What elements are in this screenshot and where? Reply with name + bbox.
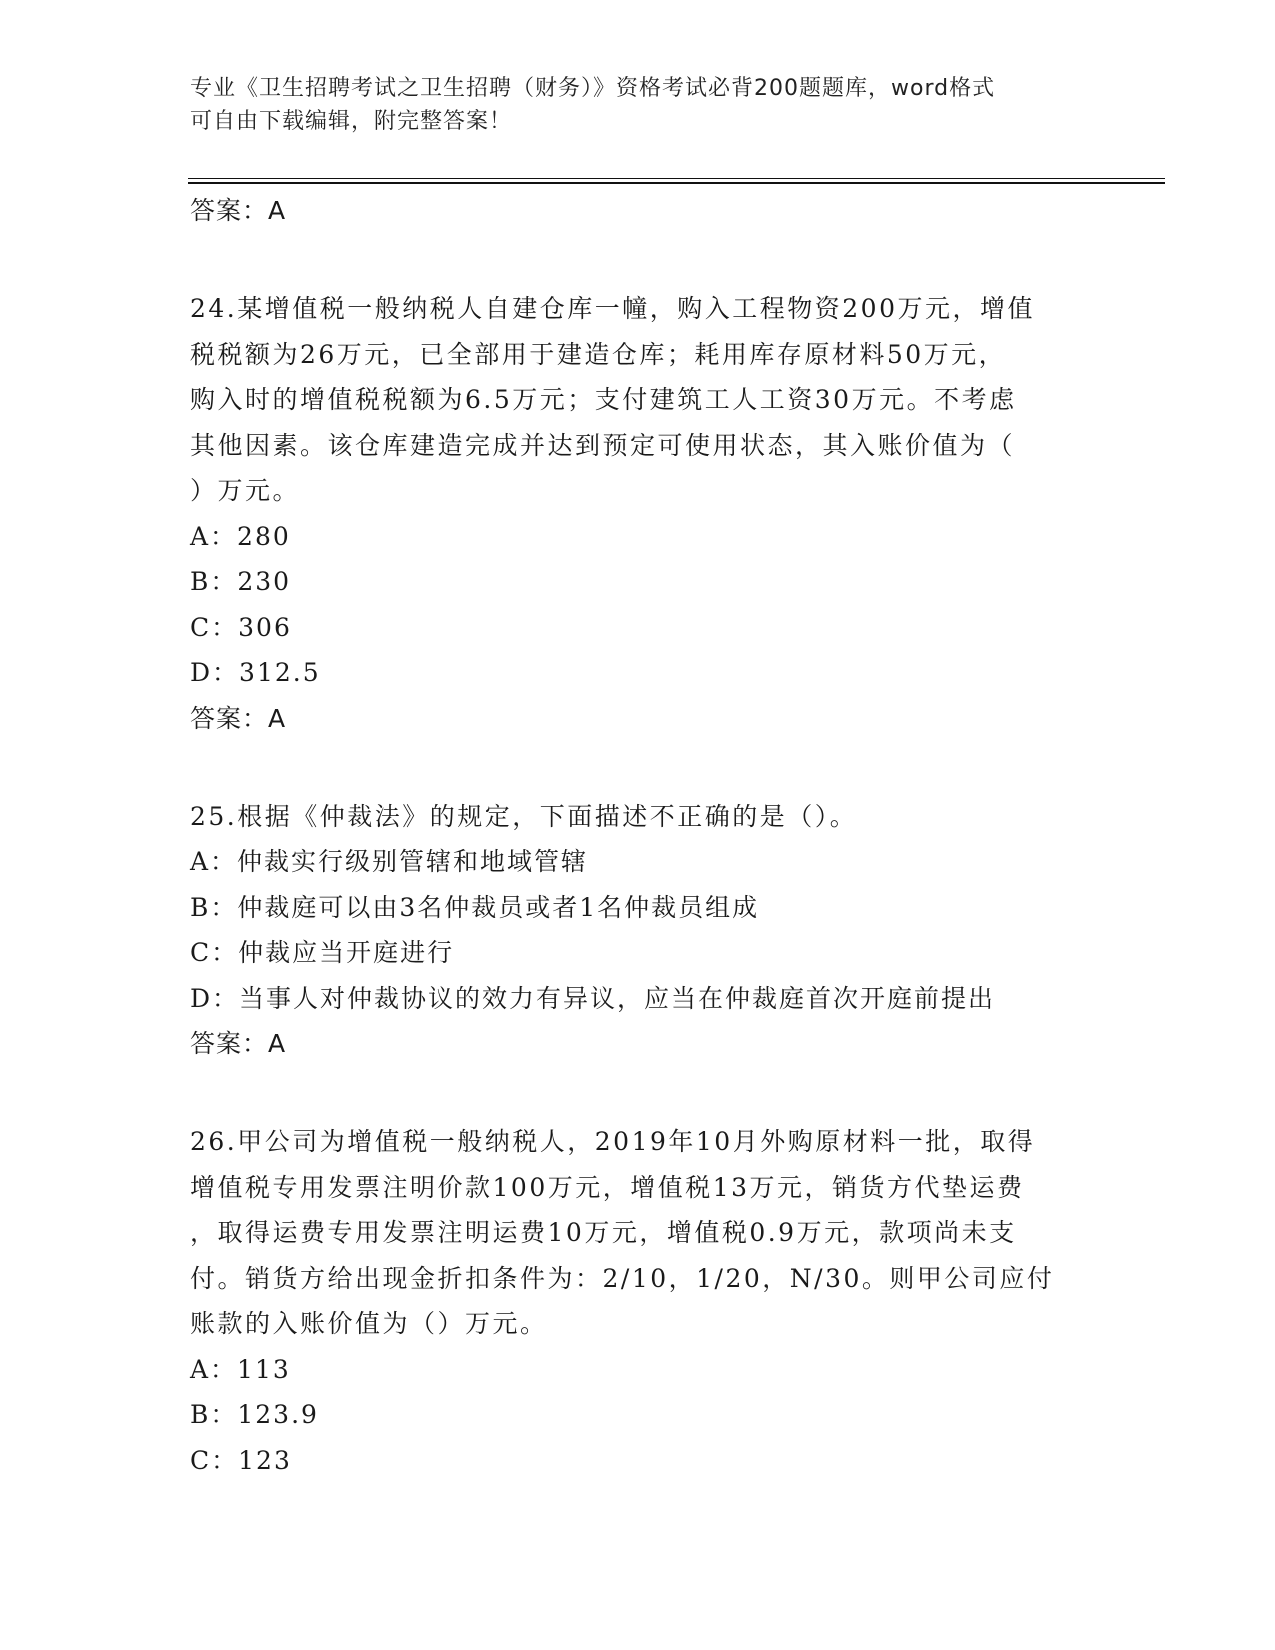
spacer: [190, 234, 1090, 286]
question-stem-line: 其他因素。该仓库建造完成并达到预定可使用状态，其入账价值为（: [190, 430, 1016, 460]
question-stem-line: 26.甲公司为增值税一般纳税人，2019年10月外购原材料一批，取得: [190, 1127, 1036, 1156]
page-header: [190, 72, 1090, 138]
question-26: [190, 1119, 1090, 1483]
answer-label: 答案：A: [190, 703, 287, 733]
option-b: B：123.9: [190, 1400, 319, 1429]
option-c: C：仲裁应当开庭进行: [190, 938, 455, 967]
option-b: B：230: [190, 567, 292, 596]
question-stem-line: 24.某增值税一般纳税人自建仓库一幢，购入工程物资200万元，增值: [190, 294, 1035, 323]
spacer: [190, 742, 1090, 794]
question-stem-line: ）万元。: [190, 476, 301, 505]
question-stem-line: 付。销货方给出现金折扣条件为：2/10，1/20，N/30。则甲公司应付: [190, 1263, 1055, 1293]
option-d: D：当事人对仲裁协议的效力有异议，应当在仲裁庭首次开庭前提出: [190, 983, 996, 1013]
question-list: [190, 188, 1090, 1483]
option-a: A：113: [190, 1354, 291, 1384]
question-stem-line: 账款的入账价值为（）万元。: [190, 1309, 548, 1338]
option-d: D：312.5: [190, 658, 321, 687]
question-stem-line: 25.根据《仲裁法》的规定，下面描述不正确的是（）。: [190, 801, 858, 831]
answer-label: 答案：A: [190, 196, 287, 225]
question-stem-line: 增值税专用发票注明价款100万元，增值税13万元，销货方代垫运费: [190, 1172, 1025, 1202]
option-a: A：仲裁实行级别管辖和地域管辖: [190, 847, 589, 876]
question-24: [190, 286, 1090, 742]
option-c: C：123: [190, 1445, 292, 1475]
option-a: A：280: [190, 521, 291, 551]
header-divider-thick: [188, 182, 1165, 184]
question-stem-line: 购入时的增值税税额为6.5万元；支付建筑工人工资30万元。不考虑: [190, 385, 1017, 414]
question-25: [190, 794, 1090, 1068]
spacer: [190, 1067, 1090, 1119]
header-line-2: 可自由下载编辑，附完整答案！: [190, 109, 513, 134]
answer-label: 答案：A: [190, 1029, 287, 1058]
header-divider-thin: [188, 178, 1165, 179]
option-c: C：306: [190, 612, 292, 642]
option-b: B：仲裁庭可以由3名仲裁员或者1名仲裁员组成: [190, 892, 760, 922]
question-stem-line: 税税额为26万元，已全部用于建造仓库；耗用库存原材料50万元，: [190, 339, 1007, 369]
question-stem-line: ，取得运费专用发票注明运费10万元，增值税0.9万元，款项尚未支: [190, 1218, 1017, 1247]
header-line-1: 专业《卫生招聘考试之卫生招聘（财务）》资格考试必背200题题库，word格式: [190, 76, 996, 101]
